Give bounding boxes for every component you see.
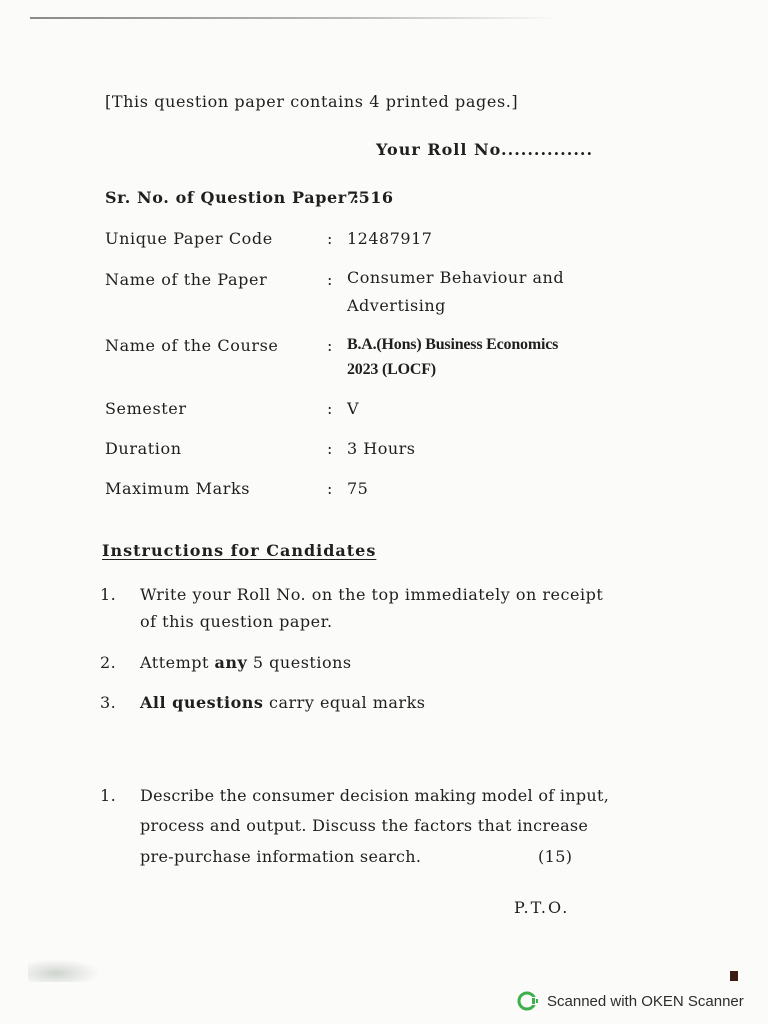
label-sr-no: Sr. No. of Question Paper :: [105, 188, 360, 207]
instructions-heading: Instructions for Candidates: [102, 541, 377, 560]
colon: :: [327, 439, 333, 458]
pto-label: P.T.O.: [514, 898, 570, 917]
instruction-number: 2.: [100, 653, 117, 672]
label-semester: Semester: [105, 399, 187, 418]
instruction-2-post: 5 questions: [247, 653, 352, 672]
instruction-2-emphasis: any: [214, 653, 248, 672]
scan-smudge: [28, 960, 98, 982]
instruction-3: [140, 693, 425, 712]
instruction-3-emphasis: All questions: [140, 693, 264, 712]
colon: :: [327, 270, 333, 289]
oken-scanner-logo-icon: [517, 990, 539, 1012]
instruction-3-post: carry equal marks: [263, 693, 426, 712]
colon: :: [327, 479, 333, 498]
scan-mark: [730, 971, 738, 981]
label-paper-name: Name of the Paper: [105, 270, 268, 289]
instruction-2: [140, 653, 352, 672]
instruction-2-pre: Attempt: [140, 653, 215, 672]
value-course-name-line1: B.A.(Hons) Business Economics: [347, 336, 559, 353]
question-number: 1.: [100, 786, 117, 805]
value-unique-paper-code: 12487917: [347, 229, 433, 248]
question-1-line2: process and output. Discuss the factors that increase: [140, 816, 589, 835]
value-duration: 3 Hours: [347, 439, 416, 458]
value-paper-name-line1: Consumer Behaviour and: [347, 268, 565, 287]
instruction-number: 1.: [100, 585, 117, 604]
colon: :: [327, 399, 333, 418]
scan-top-edge: [30, 17, 560, 19]
label-unique-paper-code: Unique Paper Code: [105, 229, 273, 248]
instruction-number: 3.: [100, 693, 117, 712]
value-semester: V: [347, 399, 360, 418]
label-maximum-marks: Maximum Marks: [105, 479, 251, 498]
value-paper-name-line2: Advertising: [347, 296, 446, 315]
roll-number-line: Your Roll No..............: [376, 140, 594, 159]
value-course-name-line2: 2023 (LOCF): [347, 361, 436, 378]
instruction-1-line1: Write your Roll No. on the top immediately on receipt: [140, 585, 604, 604]
scanner-watermark: [517, 990, 744, 1012]
colon: :: [327, 336, 333, 355]
scanner-text: Scanned with OKEN Scanner: [547, 992, 744, 1010]
question-1-line3: pre-purchase information search.: [140, 847, 422, 866]
label-course-name: Name of the Course: [105, 336, 279, 355]
value-maximum-marks: 75: [347, 479, 369, 498]
value-sr-no: 7516: [347, 188, 394, 207]
question-1-marks: (15): [538, 847, 573, 866]
instruction-1-line2: of this question paper.: [140, 612, 333, 631]
pages-note: [This question paper contains 4 printed pages.]: [105, 92, 519, 111]
colon: :: [327, 229, 333, 248]
question-1-line1: Describe the consumer decision making model of input,: [140, 786, 610, 805]
label-duration: Duration: [105, 439, 182, 458]
